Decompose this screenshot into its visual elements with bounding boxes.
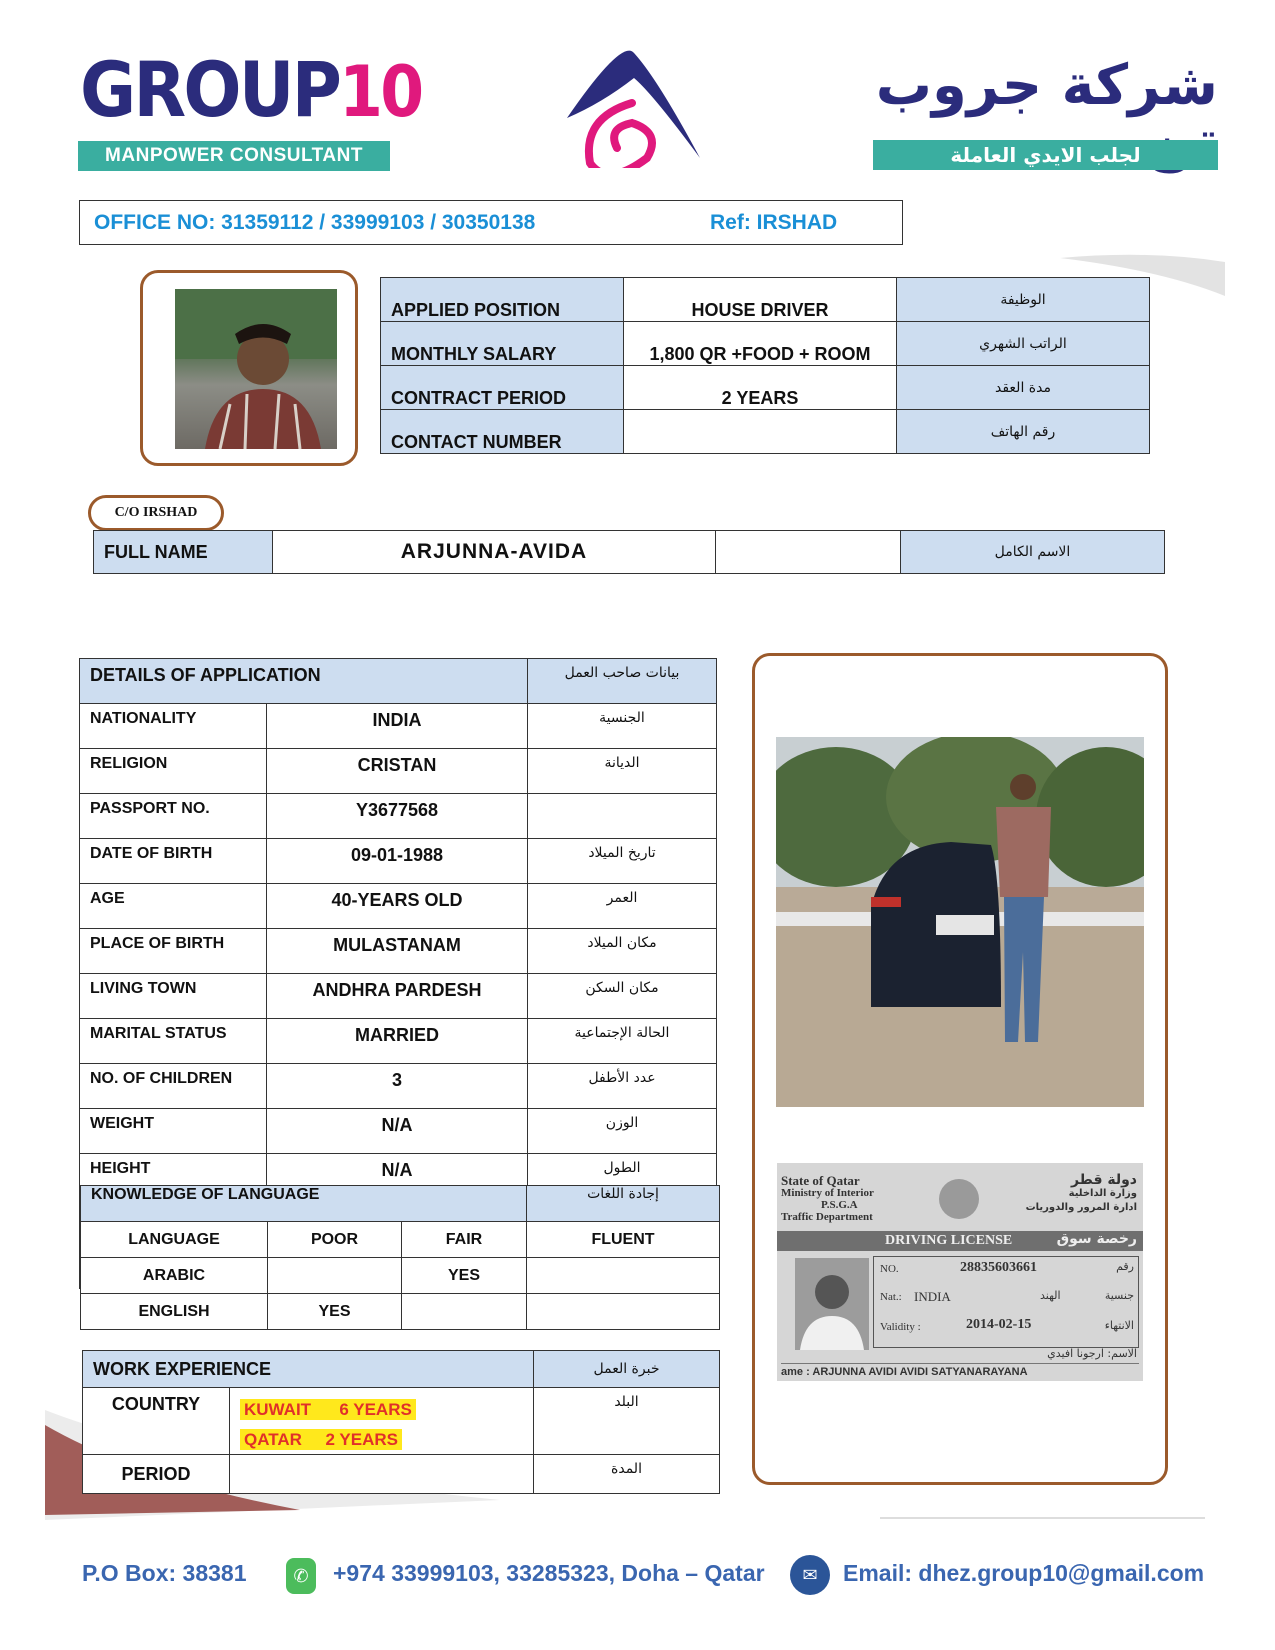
table-row <box>381 278 1150 322</box>
language-header-arabic: إجادة اللغات <box>527 1186 720 1222</box>
detail-label: RELIGION <box>80 749 267 794</box>
work-header: WORK EXPERIENCE <box>83 1351 534 1388</box>
table-row <box>80 794 717 839</box>
period-label: PERIOD <box>83 1455 230 1494</box>
email-icon: ✉ <box>790 1555 830 1595</box>
license-psga: P.S.G.A <box>821 1199 858 1211</box>
details-header: DETAILS OF APPLICATION <box>80 659 528 704</box>
detail-arabic: عدد الأطفل <box>528 1064 717 1109</box>
license-title-bar <box>777 1231 1143 1251</box>
detail-arabic: العمر <box>528 884 717 929</box>
reference: Ref: IRSHAD <box>710 211 838 234</box>
portrait-photo <box>175 289 337 449</box>
table-row <box>381 322 1150 366</box>
detail-label: MARITAL STATUS <box>80 1019 267 1064</box>
table-row <box>80 1019 717 1064</box>
table-row <box>83 1388 720 1455</box>
table-row <box>81 1294 720 1330</box>
footer-phone: +974 33999103, 33285323, Doha – Qatar <box>333 1560 765 1586</box>
license-title: DRIVING LICENSE <box>885 1233 1013 1248</box>
detail-label: WEIGHT <box>80 1109 267 1154</box>
arabic-brand: شركة جروب <box>875 53 1218 118</box>
language-col-language: LANGUAGE <box>81 1222 268 1258</box>
license-nat-value: INDIA <box>914 1289 951 1304</box>
full-name-blank <box>716 531 901 574</box>
country-label: COUNTRY <box>83 1388 230 1455</box>
work-table <box>82 1350 720 1494</box>
license-nat-label: Nat.: <box>880 1291 902 1303</box>
table-row <box>81 1258 720 1294</box>
logo-number: 10 <box>339 51 422 133</box>
detail-label: LIVING TOWN <box>80 974 267 1019</box>
license-arabic-block <box>1026 1173 1137 1215</box>
license-title-arabic: رخصة سوق <box>1056 1231 1137 1247</box>
detail-label: NO. OF CHILDREN <box>80 1064 267 1109</box>
language-col-fluent: FLUENT <box>527 1222 720 1258</box>
detail-value: N/A <box>267 1154 528 1199</box>
qatar-emblem-icon <box>939 1179 979 1219</box>
salary-label: MONTHLY SALARY <box>381 322 624 366</box>
license-no-arabic: رقم <box>1116 1260 1134 1273</box>
experience-qatar: QATAR 2 YEARS <box>240 1429 402 1450</box>
detail-arabic <box>528 794 717 839</box>
detail-arabic: تاريخ الميلاد <box>528 839 717 884</box>
license-state: State of Qatar <box>781 1173 860 1188</box>
contact-value <box>624 410 897 454</box>
office-bar <box>79 200 903 245</box>
detail-value: 09-01-1988 <box>267 839 528 884</box>
detail-value: CRISTAN <box>267 749 528 794</box>
license-person-icon <box>795 1258 869 1350</box>
care-of-badge: C/O IRSHAD <box>88 495 224 531</box>
logo-subtitle: MANPOWER CONSULTANT <box>78 141 390 171</box>
detail-value: 40-YEARS OLD <box>267 884 528 929</box>
country-experience <box>230 1388 534 1455</box>
contact-arabic: رقم الهاتف <box>897 410 1150 454</box>
language-table <box>80 1185 720 1330</box>
position-arabic: الوظيفة <box>897 278 1150 322</box>
detail-label: DATE OF BIRTH <box>80 839 267 884</box>
license-no-value: 28835603661 <box>960 1260 1037 1275</box>
car-scene-icon <box>776 737 1144 1107</box>
license-validity-arabic: الانتهاء <box>1104 1319 1134 1332</box>
work-header-arabic: خبرة العمل <box>534 1351 720 1388</box>
salary-arabic: الراتب الشهري <box>897 322 1150 366</box>
position-table <box>380 277 1150 454</box>
table-row <box>80 1109 717 1154</box>
license-nat-arabic-label: جنسية <box>1104 1289 1134 1302</box>
contract-label: CONTRACT PERIOD <box>381 366 624 410</box>
contract-arabic: مدة العقد <box>897 366 1150 410</box>
office-numbers: OFFICE NO: 31359112 / 33999103 / 30350138 <box>94 211 536 234</box>
table-row <box>80 839 717 884</box>
license-state-block <box>781 1175 874 1223</box>
period-arabic: المدة <box>534 1455 720 1494</box>
language-poor: YES <box>268 1294 402 1330</box>
license-arabic-state: دولة قطر <box>1070 1172 1137 1188</box>
position-label: APPLIED POSITION <box>381 278 624 322</box>
language-fluent <box>527 1258 720 1294</box>
language-fair: YES <box>402 1258 527 1294</box>
logo-text: GROUP <box>80 45 340 134</box>
language-fluent <box>527 1294 720 1330</box>
table-row <box>80 659 717 704</box>
table-row <box>381 410 1150 454</box>
license-nat-arabic: الهند <box>1040 1289 1061 1302</box>
detail-label: PLACE OF BIRTH <box>80 929 267 974</box>
detail-value: MULASTANAM <box>267 929 528 974</box>
license-arabic-ministry: وزارة الداخلية <box>1068 1188 1137 1199</box>
contact-label: CONTACT NUMBER <box>381 410 624 454</box>
detail-value: ANDHRA PARDESH <box>267 974 528 1019</box>
detail-value: INDIA <box>267 704 528 749</box>
whatsapp-icon: ✆ <box>286 1558 316 1594</box>
license-fields <box>873 1256 1139 1348</box>
language-name: ARABIC <box>81 1258 268 1294</box>
full-name-table <box>93 530 1165 574</box>
full-name-label: FULL NAME <box>94 531 273 574</box>
license-validity-label: Validity : <box>880 1321 921 1333</box>
table-row <box>80 704 717 749</box>
details-header-arabic: بيانات صاحب العمل <box>528 659 717 704</box>
table-row <box>381 366 1150 410</box>
license-arabic-dept: ادارة المرور والدوريات <box>1025 1202 1137 1213</box>
language-col-poor: POOR <box>268 1222 402 1258</box>
po-box: P.O Box: 38381 <box>82 1560 247 1586</box>
company-logo <box>80 45 422 134</box>
detail-arabic: الجنسية <box>528 704 717 749</box>
license-name: ame : ARJUNNA AVIDI AVIDI SATYANARAYANA <box>781 1363 1139 1378</box>
experience-kuwait: KUWAIT 6 YEARS <box>240 1399 416 1420</box>
table-row <box>81 1222 720 1258</box>
salary-value: 1,800 QR +FOOD + ROOM <box>624 322 897 366</box>
full-body-photo <box>776 737 1144 1107</box>
license-arabic-name: الاسم: ارجونا افيدي <box>1047 1347 1137 1360</box>
detail-value: Y3677568 <box>267 794 528 839</box>
detail-value: MARRIED <box>267 1019 528 1064</box>
detail-value: 3 <box>267 1064 528 1109</box>
table-row <box>80 749 717 794</box>
detail-label: NATIONALITY <box>80 704 267 749</box>
emblem-icon <box>562 48 712 168</box>
detail-arabic: مكان الميلاد <box>528 929 717 974</box>
detail-arabic: الوزن <box>528 1109 717 1154</box>
language-poor <box>268 1258 402 1294</box>
detail-arabic: الحالة الإجتماعية <box>528 1019 717 1064</box>
detail-label: HEIGHT <box>80 1154 267 1199</box>
language-col-fair: FAIR <box>402 1222 527 1258</box>
table-row <box>81 1186 720 1222</box>
country-arabic: البلد <box>534 1388 720 1455</box>
license-holder-photo <box>795 1258 869 1350</box>
portrait-frame <box>140 270 358 466</box>
footer-email: Email: dhez.group10@gmail.com <box>843 1560 1205 1586</box>
position-value: HOUSE DRIVER <box>624 278 897 322</box>
arabic-subtitle: لجلب الايدي العاملة <box>873 140 1218 170</box>
license-validity-value: 2014-02-15 <box>966 1317 1032 1332</box>
detail-label: AGE <box>80 884 267 929</box>
full-name-value: ARJUNNA-AVIDA <box>273 531 716 574</box>
table-row <box>94 531 1165 574</box>
table-row <box>83 1455 720 1494</box>
person-silhouette-icon <box>175 289 337 449</box>
table-row <box>83 1351 720 1388</box>
detail-arabic: الديانة <box>528 749 717 794</box>
detail-value: N/A <box>267 1109 528 1154</box>
language-fair <box>402 1294 527 1330</box>
table-row <box>80 929 717 974</box>
license-no-label: NO. <box>880 1263 899 1275</box>
license-dept: Traffic Department <box>781 1211 873 1223</box>
license-ministry: Ministry of Interior <box>781 1187 874 1199</box>
detail-arabic: الطول <box>528 1154 717 1199</box>
period-value <box>230 1455 534 1494</box>
table-row <box>80 884 717 929</box>
full-name-arabic: الاسم الكامل <box>901 531 1165 574</box>
table-row <box>80 974 717 1019</box>
language-name: ENGLISH <box>81 1294 268 1330</box>
driving-license-image <box>777 1163 1143 1381</box>
detail-label: PASSPORT NO. <box>80 794 267 839</box>
language-header: KNOWLEDGE OF LANGUAGE <box>81 1186 527 1222</box>
detail-arabic: مكان السكن <box>528 974 717 1019</box>
table-row <box>80 1064 717 1109</box>
contract-value: 2 YEARS <box>624 366 897 410</box>
